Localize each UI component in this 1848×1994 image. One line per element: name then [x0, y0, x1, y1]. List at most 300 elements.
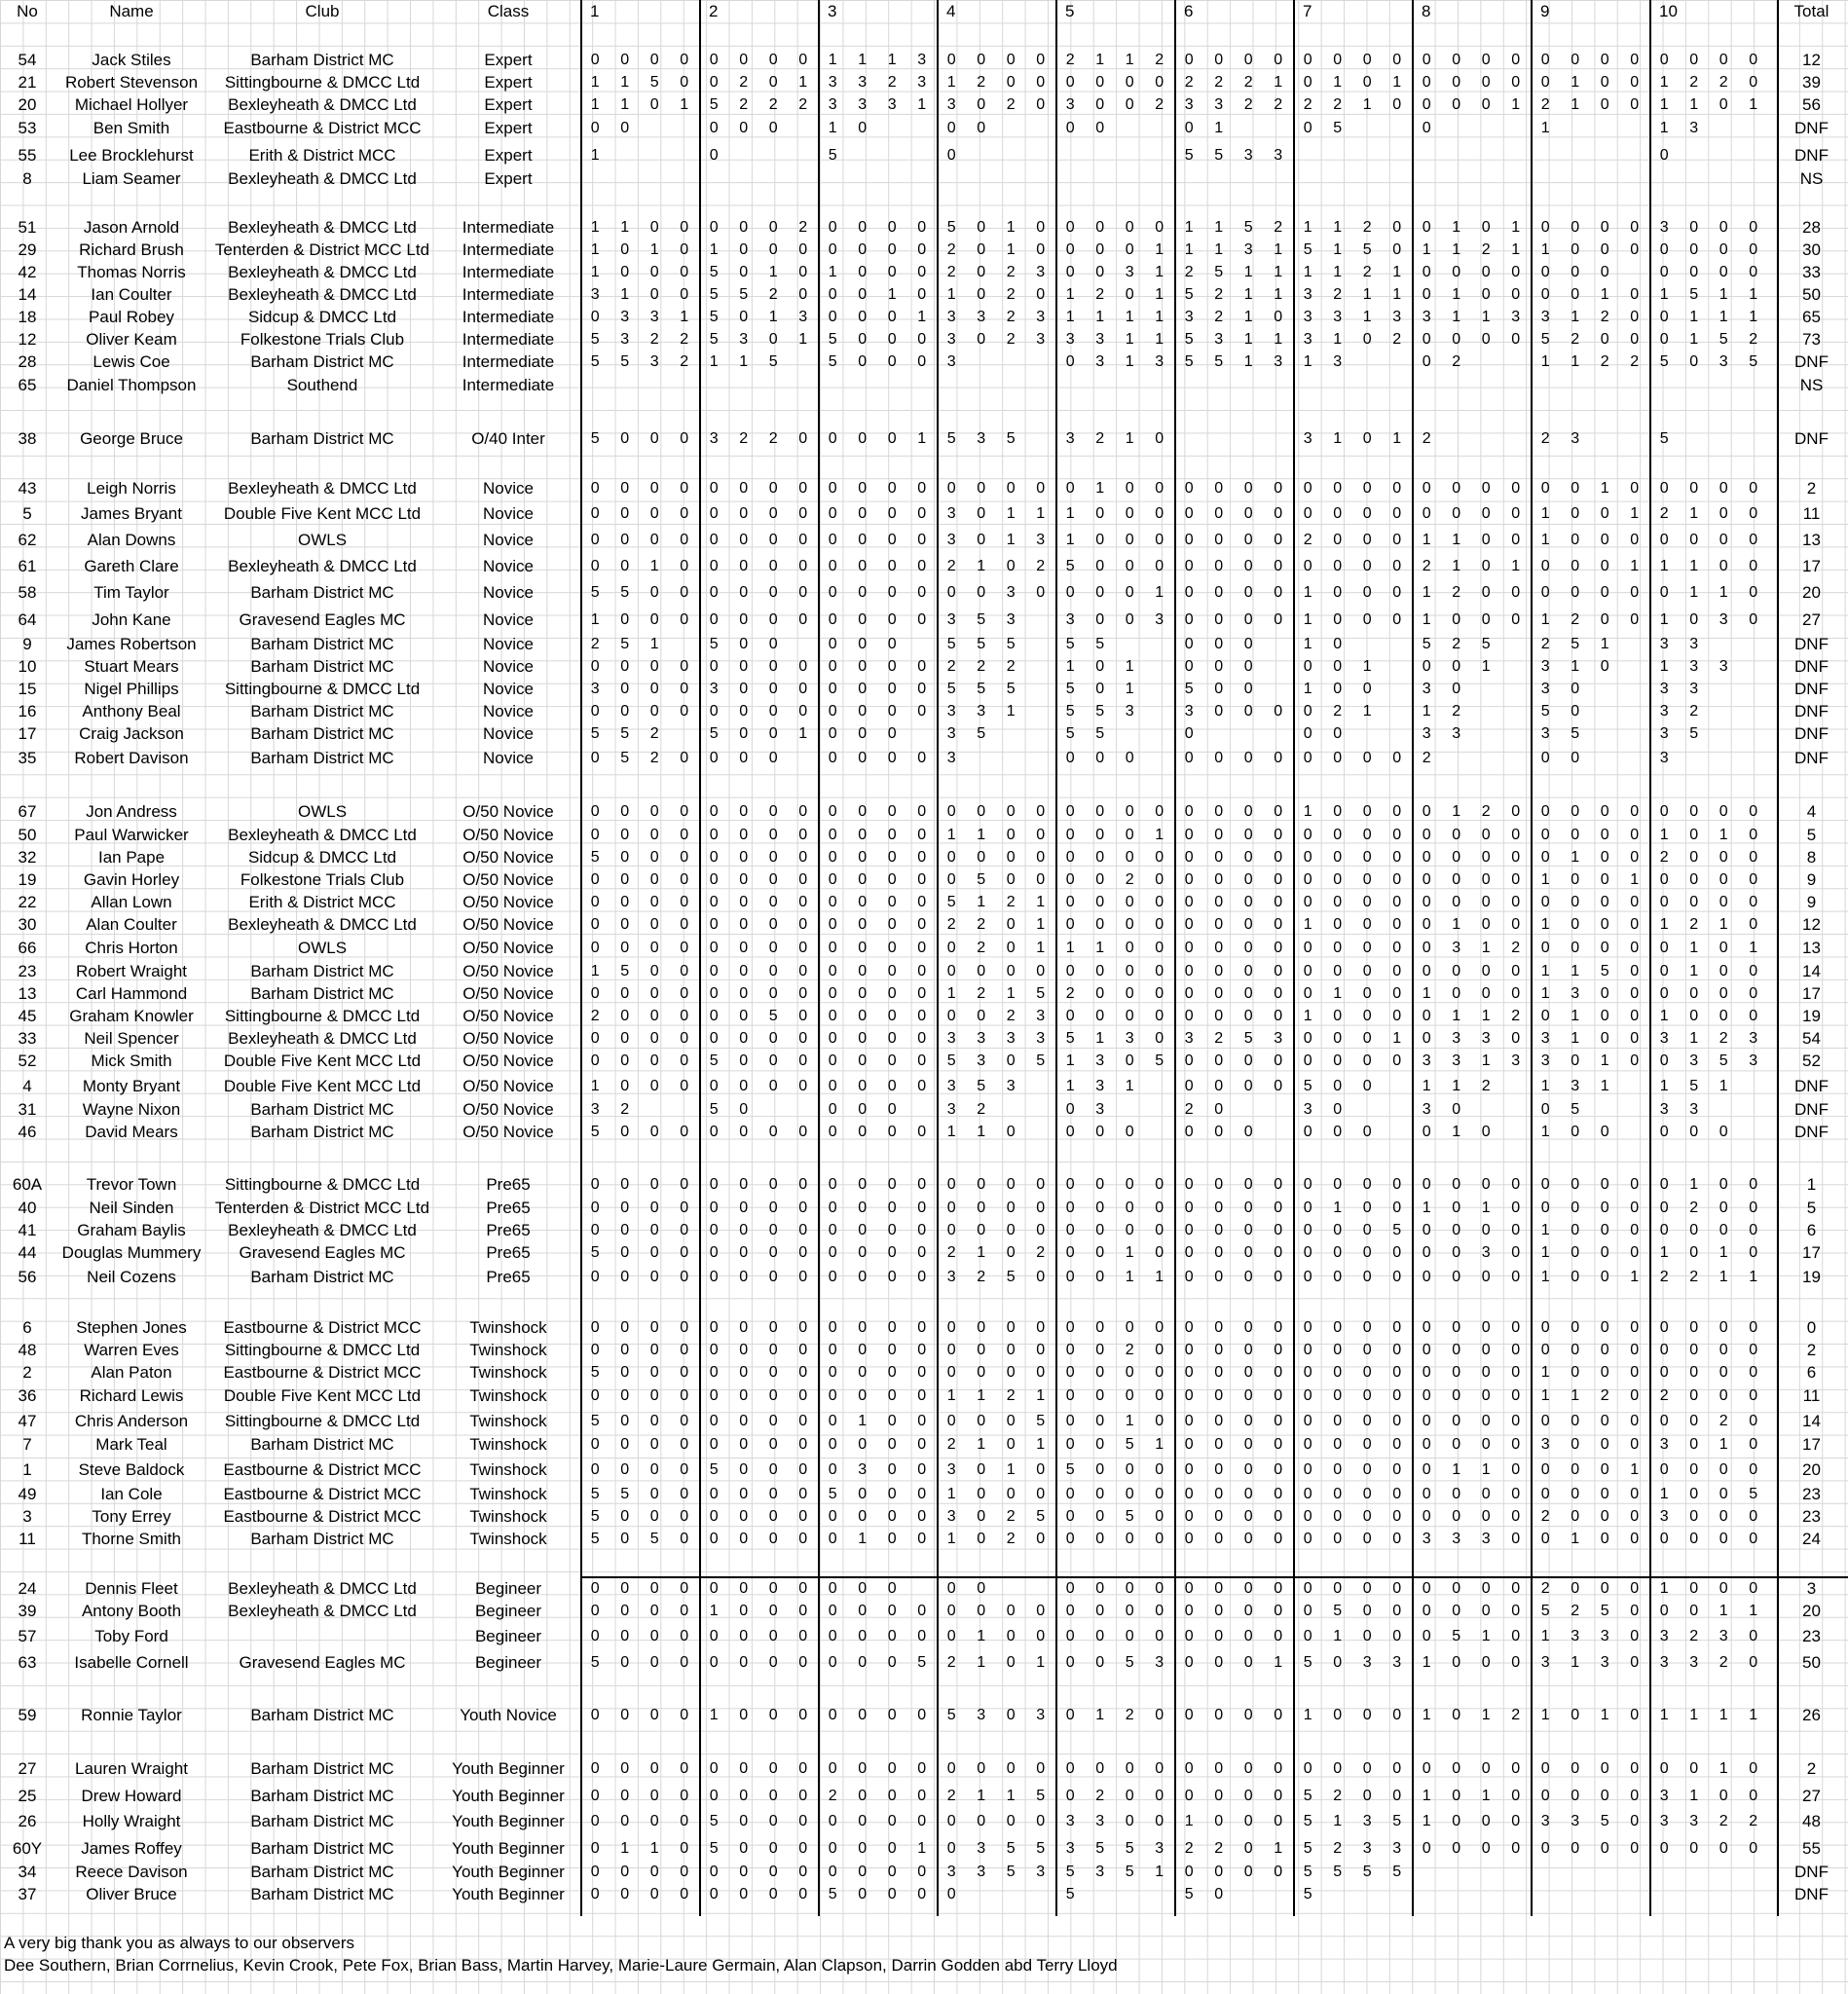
score-cell: 3 [946, 504, 956, 522]
score-cell: 0 [1333, 610, 1343, 628]
score-cell: 0 [1155, 962, 1164, 979]
score-cell: 0 [1095, 1318, 1105, 1336]
score-cell: 0 [620, 1386, 630, 1404]
score-cell: 0 [1571, 870, 1580, 888]
rider-class: Novice [483, 634, 534, 653]
rider-class: O/50 Novice [462, 983, 554, 1003]
score-cell: 0 [887, 1268, 897, 1285]
score-cell: 1 [1125, 330, 1134, 348]
score-cell: 0 [1125, 893, 1134, 910]
score-cell: 0 [828, 1706, 837, 1723]
score-cell: 0 [946, 1175, 956, 1193]
rider-number: 20 [18, 94, 37, 114]
score-cell: 0 [798, 1653, 808, 1671]
score-cell: 5 [1184, 330, 1194, 348]
score-cell [1471, 167, 1501, 190]
score-cell: 1 [620, 1839, 630, 1857]
score-cell: 0 [768, 1386, 778, 1404]
score-cell: 0 [1749, 1199, 1758, 1216]
score-cell: 0 [620, 119, 630, 136]
score-cell: 0 [977, 51, 986, 68]
score-cell: 1 [1689, 504, 1699, 522]
score-cell: 0 [768, 657, 778, 675]
score-cell: 0 [1333, 557, 1343, 574]
score-cell: 0 [1452, 1812, 1461, 1829]
score-cell: 0 [1095, 610, 1105, 628]
score-cell: 0 [739, 1175, 749, 1193]
score-cell: 0 [1452, 1653, 1461, 1671]
score-cell: 0 [798, 826, 808, 843]
score-cell: 0 [1303, 1052, 1312, 1069]
score-cell: 0 [620, 1507, 630, 1525]
score-cell: 0 [620, 1579, 630, 1597]
score-cell: 0 [1095, 557, 1105, 574]
score-cell [937, 167, 967, 190]
score-cell: 0 [590, 802, 600, 820]
score-cell: 0 [1630, 95, 1640, 113]
score-cell: 0 [709, 479, 719, 497]
score-cell: 0 [1511, 1221, 1521, 1238]
header-section-7: 7 [1303, 2, 1312, 20]
score-cell: 0 [1006, 826, 1016, 843]
score-cell: 0 [739, 1221, 749, 1238]
result-row [0, 144, 1848, 166]
rider-club: Bexleyheath & DMCC Ltd [228, 217, 417, 237]
score-cell: 0 [1719, 1007, 1728, 1024]
result-row [0, 328, 1848, 351]
score-cell: 2 [1511, 1007, 1521, 1024]
score-cell: 0 [917, 218, 927, 236]
score-cell: 0 [828, 1175, 837, 1193]
score-cell: 3 [858, 1460, 868, 1478]
score-cell: 0 [798, 1175, 808, 1193]
score-cell: 0 [1095, 915, 1105, 933]
score-cell: 0 [768, 1412, 778, 1429]
score-cell: 0 [917, 826, 927, 843]
rider-number: 25 [18, 1786, 37, 1805]
score-cell: 0 [828, 1386, 837, 1404]
score-cell: 5 [649, 73, 659, 91]
score-cell: 0 [1392, 1412, 1402, 1429]
score-cell: 1 [1571, 1530, 1580, 1547]
score-cell: 0 [828, 826, 837, 843]
score-cell: 0 [828, 504, 837, 522]
score-cell: 0 [917, 1341, 927, 1358]
score-cell: 0 [1511, 1268, 1521, 1285]
score-cell: 0 [1481, 263, 1491, 280]
score-cell: 0 [739, 1507, 749, 1525]
score-cell: 0 [1303, 1485, 1312, 1502]
score-cell: 0 [1065, 1653, 1075, 1671]
score-cell: 0 [858, 1243, 868, 1261]
score-cell: 0 [1125, 557, 1134, 574]
score-cell: 0 [1600, 504, 1609, 522]
score-cell: 0 [1392, 1007, 1402, 1024]
score-cell: 0 [680, 848, 689, 866]
rider-name: Mark Teal [95, 1434, 167, 1454]
rider-total: DNF [1794, 748, 1829, 767]
score-cell: 5 [590, 1530, 600, 1547]
result-row [0, 1600, 1848, 1622]
score-cell: 0 [739, 915, 749, 933]
score-cell: 0 [1511, 1386, 1521, 1404]
score-cell: 0 [798, 1435, 808, 1453]
score-cell: 0 [1155, 1627, 1164, 1644]
score-cell: 0 [977, 1602, 986, 1619]
score-cell: 5 [977, 724, 986, 742]
score-cell: 1 [590, 962, 600, 979]
result-row [0, 117, 1848, 139]
score-cell: 0 [887, 1007, 897, 1024]
header-section-9: 9 [1540, 2, 1550, 20]
score-cell: 0 [1243, 583, 1253, 601]
rider-club: Barham District MC [250, 1705, 394, 1724]
score-cell: 0 [1571, 531, 1580, 548]
score-cell: 0 [1243, 1653, 1253, 1671]
score-cell: 5 [1689, 724, 1699, 742]
score-cell: 2 [768, 285, 778, 303]
rider-name: Holly Wraight [82, 1811, 181, 1830]
rider-name: Wayne Nixon [82, 1099, 181, 1119]
rider-class: O/40 Inter [471, 428, 545, 448]
score-cell [937, 374, 967, 396]
score-cell: 0 [649, 263, 659, 280]
score-cell: 0 [739, 1485, 749, 1502]
score-cell [1055, 144, 1086, 166]
score-cell: 2 [1719, 1029, 1728, 1047]
score-cell: 0 [739, 504, 749, 522]
score-cell: 0 [1243, 984, 1253, 1002]
score-cell: 0 [828, 1460, 837, 1478]
score-cell: 0 [798, 504, 808, 522]
score-cell: 0 [1214, 1787, 1224, 1804]
score-cell: 0 [1600, 1839, 1609, 1857]
score-cell: 0 [1630, 479, 1640, 497]
score-cell [996, 722, 1026, 745]
score-cell [1264, 678, 1294, 700]
score-cell: 0 [1214, 1530, 1224, 1547]
score-cell [1383, 1121, 1413, 1143]
score-cell: 1 [1392, 1029, 1402, 1047]
rider-number: 34 [18, 1862, 37, 1881]
score-cell: 0 [1243, 1341, 1253, 1358]
score-cell: 1 [1243, 285, 1253, 303]
rider-number: 32 [18, 847, 37, 867]
score-cell: 3 [1452, 1530, 1461, 1547]
score-cell: 0 [1065, 1759, 1075, 1777]
score-cell: 3 [649, 352, 659, 370]
score-cell: 0 [1452, 1341, 1461, 1358]
score-cell: 0 [1392, 1530, 1402, 1547]
score-cell: 0 [680, 1341, 689, 1358]
score-cell: 0 [1719, 939, 1728, 956]
score-cell: 0 [709, 1787, 719, 1804]
score-cell: 0 [1392, 893, 1402, 910]
score-cell: 5 [1303, 1077, 1312, 1094]
score-cell: 0 [1274, 1268, 1283, 1285]
score-cell: 3 [1095, 330, 1105, 348]
score-cell: 0 [1630, 1318, 1640, 1336]
score-cell: 1 [1303, 635, 1312, 652]
score-cell: 0 [1155, 1318, 1164, 1336]
rider-total: 19 [1802, 1267, 1821, 1286]
score-cell [1709, 167, 1739, 190]
score-cell: 0 [1274, 557, 1283, 574]
score-cell: 0 [649, 1460, 659, 1478]
score-cell: 0 [828, 915, 837, 933]
score-cell: 0 [1065, 240, 1075, 258]
header-no: No [17, 2, 38, 20]
score-cell: 2 [946, 1787, 956, 1804]
score-cell: 5 [1006, 1268, 1016, 1285]
score-cell: 0 [1214, 479, 1224, 497]
score-cell: 0 [1243, 1243, 1253, 1261]
score-cell: 3 [1452, 1029, 1461, 1047]
score-cell: 0 [1422, 1123, 1431, 1140]
score-cell: 0 [1600, 1530, 1609, 1547]
score-cell: 0 [649, 870, 659, 888]
score-cell: 0 [590, 984, 600, 1002]
score-cell: 0 [1392, 1243, 1402, 1261]
score-cell: 0 [858, 583, 868, 601]
score-cell: 3 [1659, 1653, 1669, 1671]
score-cell: 0 [620, 848, 630, 866]
score-cell: 1 [1155, 240, 1164, 258]
score-cell: 0 [620, 1199, 630, 1216]
rider-class: Novice [483, 530, 534, 549]
score-cell: 2 [1155, 51, 1164, 68]
score-cell: 0 [1155, 1243, 1164, 1261]
score-cell: 0 [590, 308, 600, 325]
score-cell: 0 [1095, 1363, 1105, 1381]
rider-number: 14 [18, 284, 37, 304]
score-cell: 3 [858, 73, 868, 91]
score-cell: 0 [1511, 870, 1521, 888]
score-cell: 0 [1125, 285, 1134, 303]
score-cell: 0 [1362, 583, 1372, 601]
score-cell: 0 [977, 263, 986, 280]
score-cell [640, 1098, 670, 1121]
rider-club: Barham District MC [250, 701, 394, 720]
score-cell: 1 [1095, 308, 1105, 325]
score-cell: 0 [1333, 479, 1343, 497]
score-cell: 0 [1243, 1363, 1253, 1381]
score-cell: 0 [1065, 962, 1075, 979]
rider-class: Pre65 [486, 1220, 531, 1239]
score-cell: 1 [1600, 1706, 1609, 1723]
rider-name: Anthony Beal [82, 701, 181, 720]
score-cell: 0 [858, 429, 868, 447]
score-cell: 1 [1452, 218, 1461, 236]
score-cell: 1 [887, 285, 897, 303]
score-cell: 0 [946, 962, 956, 979]
score-cell [1709, 722, 1739, 745]
score-cell: 0 [1036, 870, 1046, 888]
score-cell [670, 144, 700, 166]
score-cell: 1 [1481, 657, 1491, 675]
score-cell: 0 [768, 1243, 778, 1261]
score-cell: 0 [1571, 479, 1580, 497]
score-cell: 0 [828, 1318, 837, 1336]
score-cell: 5 [1600, 1812, 1609, 1829]
score-cell: 0 [1155, 1007, 1164, 1024]
score-cell: 0 [1540, 826, 1550, 843]
score-cell: 0 [887, 531, 897, 548]
score-cell: 0 [1243, 51, 1253, 68]
score-cell [1026, 144, 1056, 166]
score-cell: 2 [977, 1100, 986, 1118]
score-cell: 0 [1511, 1579, 1521, 1597]
score-cell: 0 [858, 1759, 868, 1777]
rider-club: Barham District MC [250, 582, 394, 602]
rider-name: Stephen Jones [76, 1317, 187, 1337]
score-cell: 1 [1036, 1653, 1046, 1671]
score-cell: 1 [1659, 915, 1669, 933]
score-cell: 0 [620, 939, 630, 956]
score-cell: 0 [1125, 1812, 1134, 1829]
score-cell: 0 [709, 1435, 719, 1453]
result-row [0, 1505, 1848, 1528]
score-cell: 0 [680, 504, 689, 522]
score-cell: 1 [1155, 826, 1164, 843]
result-row [0, 982, 1848, 1005]
score-cell: 0 [1659, 1221, 1669, 1238]
score-cell: 0 [1303, 1435, 1312, 1453]
score-cell: 0 [858, 1507, 868, 1525]
score-cell: 0 [1303, 51, 1312, 68]
score-cell: 0 [887, 1602, 897, 1619]
score-cell: 1 [1333, 73, 1343, 91]
score-cell: 1 [1571, 1007, 1580, 1024]
score-cell: 0 [680, 479, 689, 497]
score-cell: 0 [680, 702, 689, 720]
score-cell: 3 [1184, 702, 1194, 720]
score-cell: 0 [1303, 1029, 1312, 1047]
score-cell: 5 [917, 1653, 927, 1671]
score-cell: 0 [1481, 1485, 1491, 1502]
result-row [0, 1704, 1848, 1726]
score-cell: 0 [590, 826, 600, 843]
score-cell [640, 144, 670, 166]
score-cell: 0 [620, 1460, 630, 1478]
score-cell: 0 [709, 657, 719, 675]
score-cell: 1 [1540, 610, 1550, 628]
result-row [0, 868, 1848, 891]
rider-class: O/50 Novice [462, 1076, 554, 1095]
score-cell: 5 [1719, 1052, 1728, 1069]
score-cell: 0 [917, 610, 927, 628]
score-cell: 0 [649, 1435, 659, 1453]
score-cell [1145, 678, 1175, 700]
score-cell: 0 [828, 285, 837, 303]
score-cell: 0 [1036, 802, 1046, 820]
score-cell: 2 [1006, 893, 1016, 910]
score-cell: 0 [739, 1579, 749, 1597]
score-cell: 3 [1719, 1627, 1728, 1644]
score-cell: 0 [1184, 870, 1194, 888]
score-cell: 2 [1303, 95, 1312, 113]
score-cell: 0 [680, 429, 689, 447]
score-cell [1086, 167, 1116, 190]
score-cell: 1 [1481, 939, 1491, 956]
score-cell: 2 [1511, 1706, 1521, 1723]
rider-name: Oliver Bruce [86, 1884, 177, 1903]
score-cell: 5 [1481, 635, 1491, 652]
score-cell: 2 [1006, 263, 1016, 280]
score-cell: 0 [1274, 1007, 1283, 1024]
score-cell: 3 [1095, 1077, 1105, 1094]
score-cell: 1 [1630, 870, 1640, 888]
score-cell: 0 [1065, 119, 1075, 136]
score-cell: 1 [1036, 915, 1046, 933]
score-cell: 0 [1333, 802, 1343, 820]
score-cell: 0 [1125, 504, 1134, 522]
score-cell [1709, 747, 1739, 769]
rider-name: Neil Sinden [89, 1198, 174, 1217]
score-cell: 0 [739, 1007, 749, 1024]
score-cell: 0 [1036, 848, 1046, 866]
score-cell: 0 [1155, 218, 1164, 236]
score-cell: 0 [887, 1341, 897, 1358]
score-cell: 0 [1511, 1485, 1521, 1502]
score-cell: 0 [768, 870, 778, 888]
score-cell: 2 [1155, 95, 1164, 113]
score-cell: 0 [1749, 915, 1758, 933]
score-cell: 0 [946, 1007, 956, 1024]
score-cell: 0 [1422, 939, 1431, 956]
score-cell: 0 [887, 1885, 897, 1902]
score-cell [967, 374, 997, 396]
score-cell: 3 [709, 429, 719, 447]
score-cell [1442, 427, 1472, 450]
score-cell: 0 [649, 893, 659, 910]
score-cell: 0 [1481, 583, 1491, 601]
score-cell: 0 [1243, 610, 1253, 628]
result-row [0, 1810, 1848, 1832]
score-cell: 5 [1065, 1885, 1075, 1902]
score-cell [1264, 655, 1294, 678]
score-cell: 0 [828, 557, 837, 574]
score-cell: 1 [1125, 680, 1134, 697]
rider-number: 23 [18, 961, 37, 980]
score-cell: 3 [1540, 1029, 1550, 1047]
score-cell: 1 [1155, 1268, 1164, 1285]
score-cell: 1 [649, 1839, 659, 1857]
score-cell [1115, 374, 1145, 396]
score-cell: 0 [1333, 1007, 1343, 1024]
score-cell: 0 [1362, 330, 1372, 348]
score-cell: 0 [858, 308, 868, 325]
score-cell: 5 [590, 1123, 600, 1140]
score-cell: 0 [1719, 95, 1728, 113]
score-cell: 1 [709, 1706, 719, 1723]
score-cell: 0 [1511, 51, 1521, 68]
score-cell: 0 [680, 531, 689, 548]
score-cell: 0 [1481, 1839, 1491, 1857]
score-cell: 2 [1719, 1412, 1728, 1429]
score-cell: 3 [946, 308, 956, 325]
score-cell: 0 [946, 1627, 956, 1644]
score-cell: 3 [977, 1863, 986, 1880]
score-cell: 0 [798, 1123, 808, 1140]
score-cell: 0 [620, 802, 630, 820]
rider-name: Robert Wraight [75, 961, 187, 980]
score-cell: 0 [1452, 1175, 1461, 1193]
score-cell: 0 [798, 240, 808, 258]
score-cell: 0 [1303, 1123, 1312, 1140]
score-cell: 0 [1362, 1318, 1372, 1336]
score-cell [1471, 700, 1501, 722]
